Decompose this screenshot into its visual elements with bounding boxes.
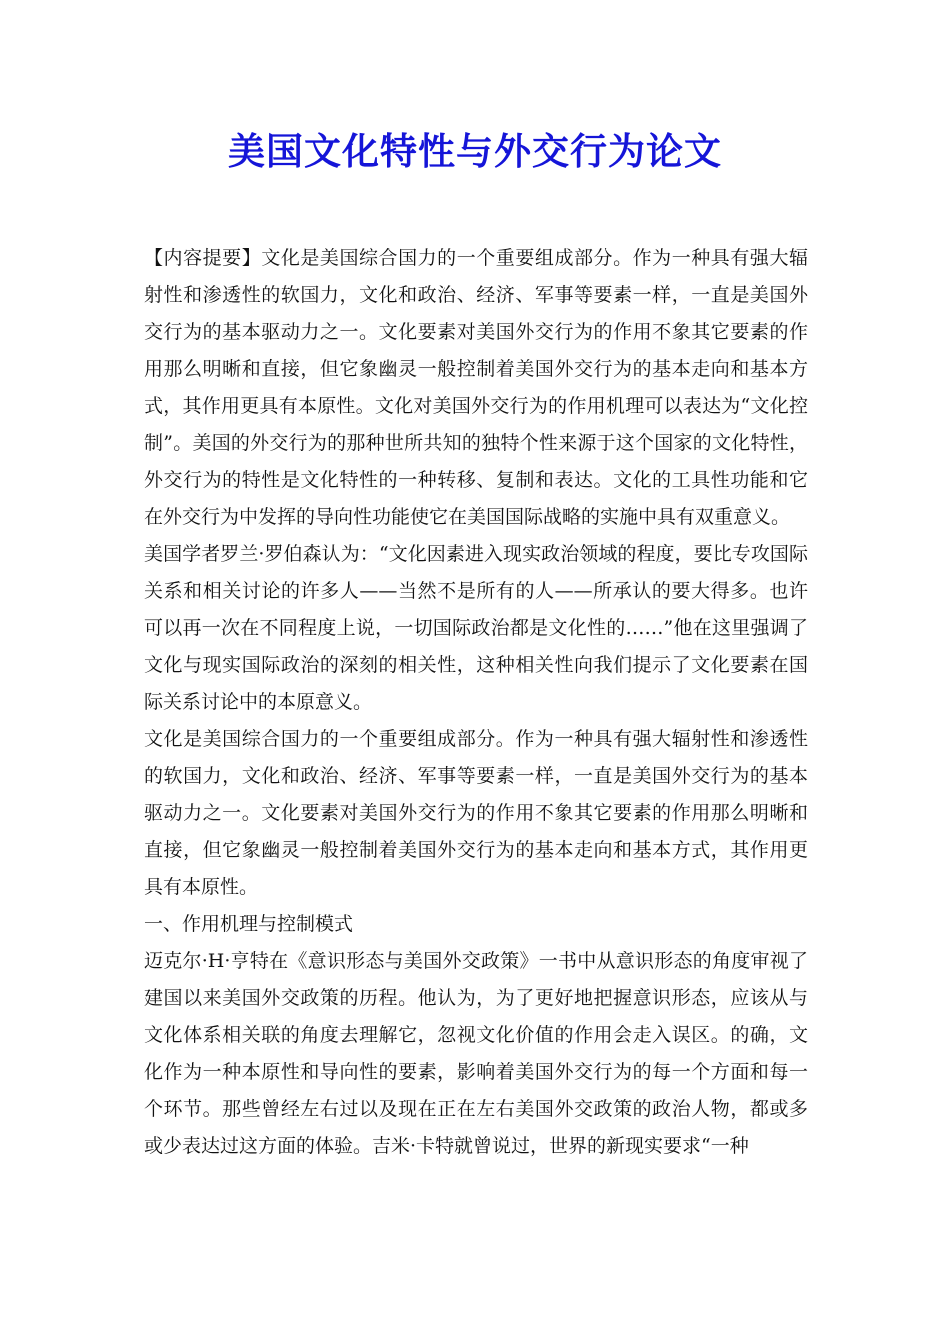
document-title: 美国文化特性与外交行为论文: [228, 130, 722, 173]
body-paragraph: 美国学者罗兰·罗伯森认为：“文化因素进入现实政治领域的程度，要比专攻国际关系和相关讨论的许多人——当然不是所有的人——所承认的要大得多。也许可以再一次在不同程度上说，一切国际政治都是文化性的……”他在这里强调了文化与现实国际政治的深刻的相关性，这种相关性向我们提示了文化要素在国际关系讨论中的本原意义。: [144, 543, 808, 713]
document-body: [144, 240, 808, 1165]
abstract-paragraph: 【内容提要】文化是美国综合国力的一个重要组成部分。作为一种具有强大辐射性和渗透性的软国力，文化和政治、经济、军事等要素一样，一直是美国外交行为的基本驱动力之一。文化要素对美国外交行为的作用不象其它要素的作用那么明晰和直接，但它象幽灵一般控制着美国外交行为的基本走向和基本方式，其作用更具有本原性。文化对美国外交行为的作用机理可以表达为“文化控制”。美国的外交行为的那种世所共知的独特个性来源于这个国家的文化特性，外交行为的特性是文化特性的一种转移、复制和表达。文化的工具性功能和它在外交行为中发挥的导向性功能使它在美国国际战略的实施中具有双重意义。: [144, 247, 808, 528]
section-heading: 一、作用机理与控制模式: [144, 913, 354, 935]
body-paragraph: 文化是美国综合国力的一个重要组成部分。作为一种具有强大辐射性和渗透性的软国力，文化和政治、经济、军事等要素一样，一直是美国外交行为的基本驱动力之一。文化要素对美国外交行为的作用不象其它要素的作用那么明晰和直接，但它象幽灵一般控制着美国外交行为的基本走向和基本方式，其作用更具有本原性。: [144, 728, 808, 898]
body-paragraph: 迈克尔·H·亨特在《意识形态与美国外交政策》一书中从意识形态的角度审视了建国以来美国外交政策的历程。他认为，为了更好地把握意识形态，应该从与文化体系相关联的角度去理解它，忽视文化价值的作用会走入误区。的确，文化作为一种本原性和导向性的要素，影响着美国外交行为的每一个方面和每一个环节。那些曾经左右过以及现在正在左右美国外交政策的政治人物，都或多或少表达过这方面的体验。吉米·卡特就曾说过，世界的新现实要求“一种: [144, 950, 808, 1157]
